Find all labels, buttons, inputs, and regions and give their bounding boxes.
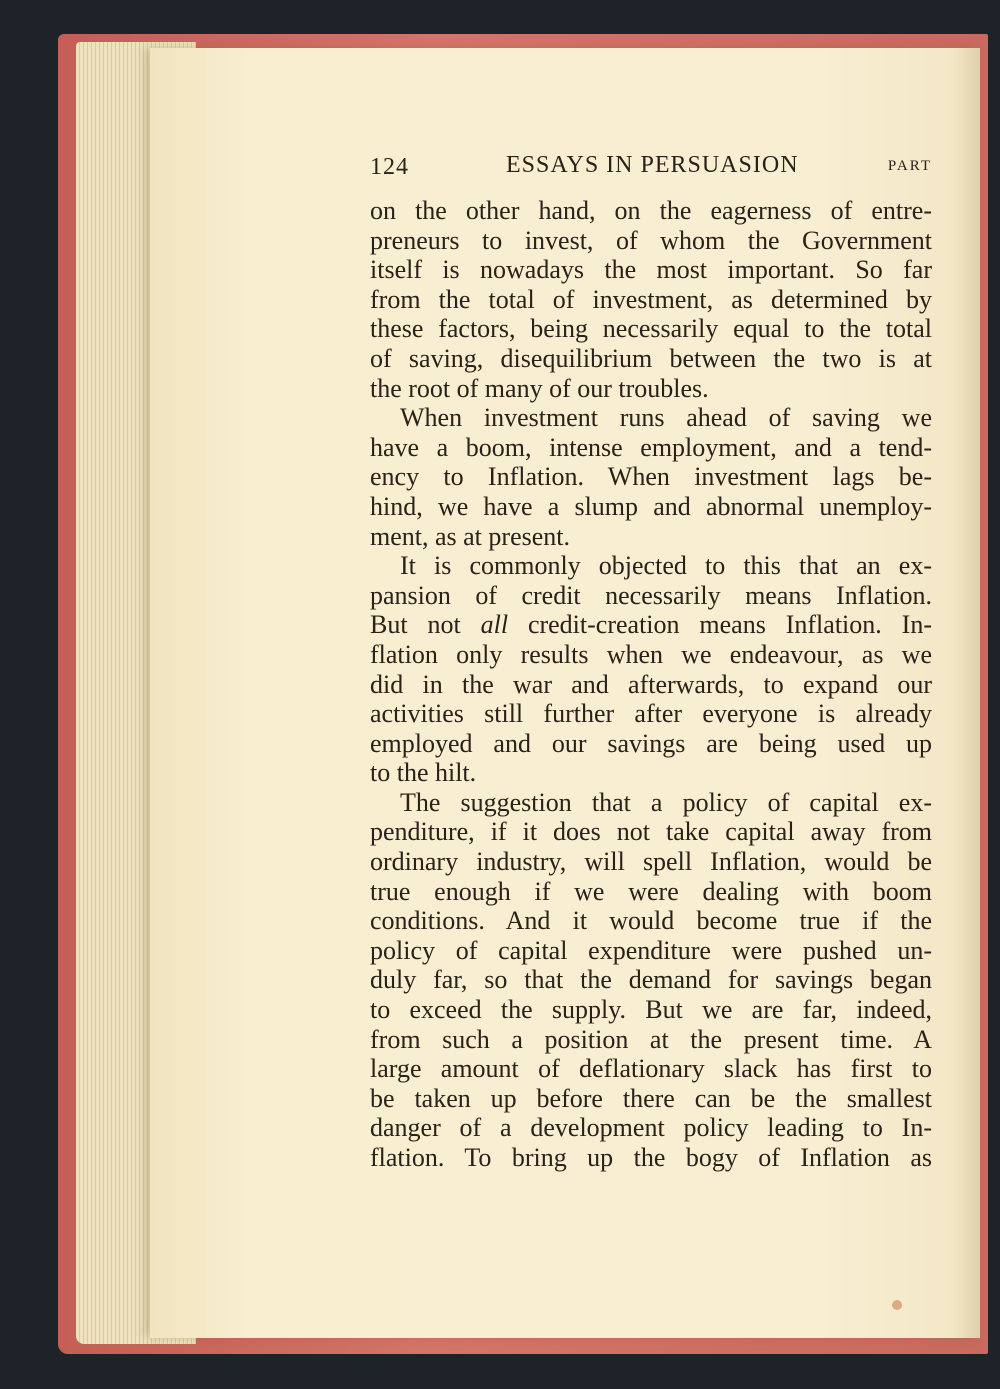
text-line: from the total of investment, as determined by xyxy=(370,284,932,314)
text-line: of saving, disequilibrium between the two is at xyxy=(370,343,932,373)
text-line: be taken up before there can be the smallest xyxy=(370,1083,932,1113)
text-segment: But not xyxy=(370,610,481,640)
text-line-with-italic xyxy=(370,610,932,640)
text-line: flation only results when we endeavour, as we xyxy=(370,639,932,669)
text-line: When investment runs ahead of saving we xyxy=(400,403,932,433)
text-line: employed and our savings are being used up xyxy=(370,728,932,758)
italic-word: all xyxy=(480,610,509,640)
text-line: pansion of credit necessarily means Inflation. xyxy=(370,580,932,610)
text-line: to the hilt. xyxy=(370,758,477,788)
text-line: to exceed the supply. But we are far, indeed, xyxy=(370,995,932,1025)
text-line: activities still further after everyone is already xyxy=(370,699,932,729)
text-line: ordinary industry, will spell Inflation, would be xyxy=(370,847,932,877)
running-part-label: PART xyxy=(887,158,932,174)
text-line: ment, as at present. xyxy=(370,521,570,551)
text-line: have a boom, intense employment, and a tend- xyxy=(370,432,932,462)
text-line: duly far, so that the demand for savings began xyxy=(370,965,932,995)
text-line: on the other hand, on the eagerness of entre- xyxy=(370,196,932,225)
text-line: preneurs to invest, of whom the Government xyxy=(370,225,932,255)
page-number: 124 xyxy=(370,154,409,180)
text-line: from such a position at the present time. A xyxy=(370,1024,932,1054)
text-segment: credit-creation means Inflation. In- xyxy=(508,610,932,640)
text-line: did in the war and afterwards, to expand our xyxy=(370,669,932,699)
text-line: penditure, if it does not take capital away from xyxy=(370,817,932,847)
paper-stain xyxy=(892,1300,902,1310)
page-gutter xyxy=(952,48,980,1338)
running-title: ESSAYS IN PERSUASION xyxy=(506,152,799,178)
text-line: policy of capital expenditure were pushed un- xyxy=(370,935,932,965)
text-line: these factors, being necessarily equal to the total xyxy=(370,314,932,344)
text-line: conditions. And it would become true if the xyxy=(370,906,932,936)
text-line: true enough if we were dealing with boom xyxy=(370,876,932,906)
text-line: itself is nowadays the most important. So far xyxy=(370,255,932,285)
text-line: flation. To bring up the bogy of Inflation as xyxy=(370,1143,932,1172)
text-line: ency to Inflation. When investment lags be- xyxy=(370,462,932,492)
body-text xyxy=(370,196,932,1173)
text-line: The suggestion that a policy of capital ex- xyxy=(400,787,932,817)
text-line: hind, we have a slump and abnormal unemploy- xyxy=(370,491,932,521)
text-line: the root of many of our troubles. xyxy=(370,373,709,403)
text-line: danger of a development policy leading to In- xyxy=(370,1113,932,1143)
text-line: large amount of deflationary slack has first to xyxy=(370,1054,932,1084)
text-line: It is commonly objected to this that an ex- xyxy=(400,551,932,581)
running-head xyxy=(370,150,932,184)
